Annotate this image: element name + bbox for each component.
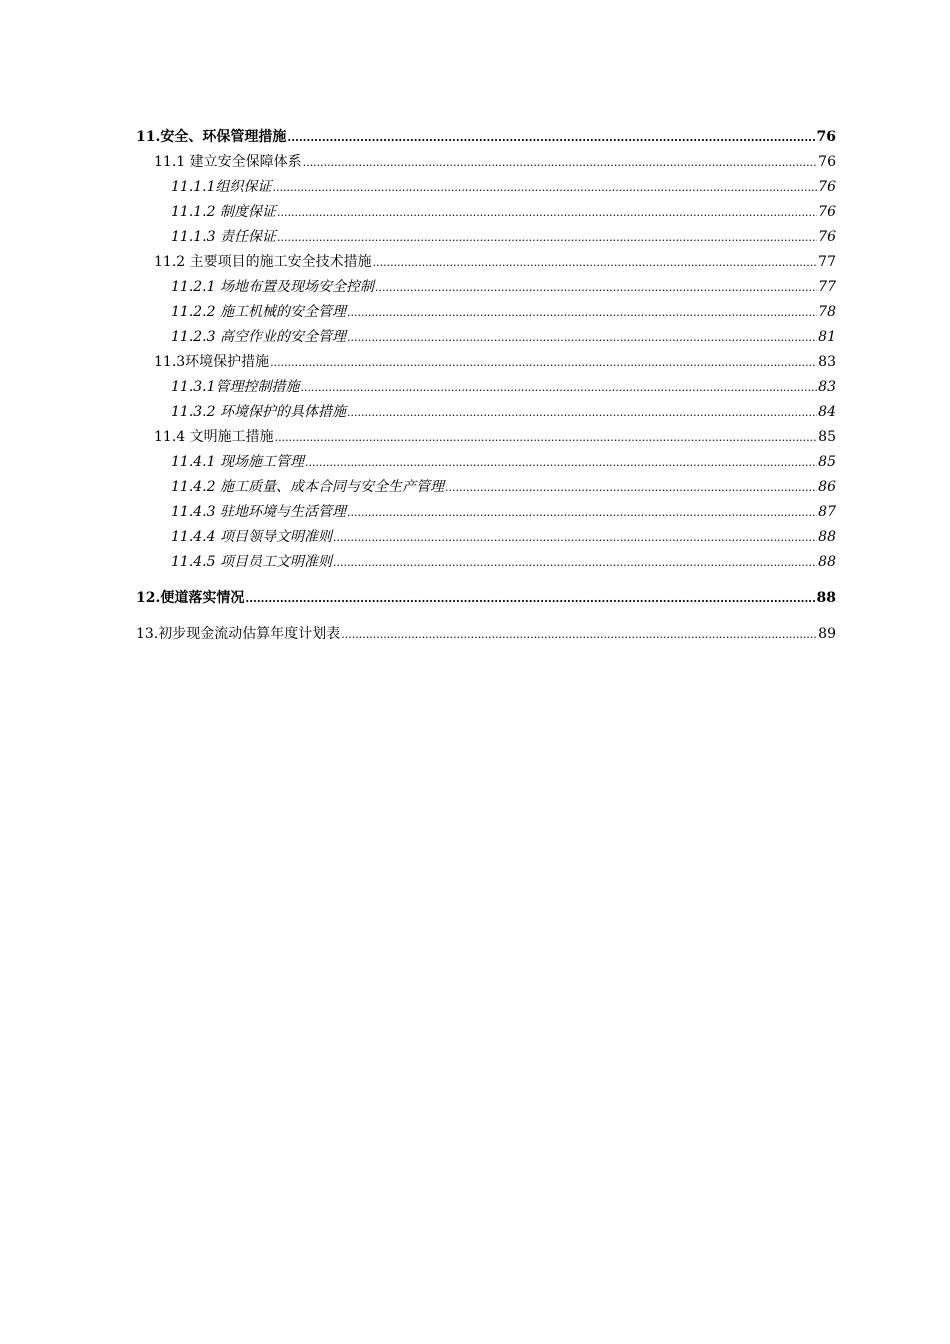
toc-entry-11-3[interactable] [136, 350, 836, 375]
toc-page-number: 85 [818, 454, 836, 470]
toc-entry-title: 11.2.3 高空作业的安全管理 [171, 329, 346, 345]
toc-dot-leader [347, 325, 817, 350]
toc-entry-title: 11.2.2 施工机械的安全管理 [171, 304, 346, 320]
toc-entry-11-1-1[interactable] [136, 175, 836, 200]
toc-entry-title: 11.1.2 制度保证 [171, 204, 276, 220]
toc-page-number: 77 [818, 254, 836, 270]
toc-page-number: 84 [818, 404, 836, 420]
toc-entry-title: 13.初步现金流动估算年度计划表 [136, 626, 341, 642]
toc-entry-title: 11.4.4 项目领导文明准则 [171, 529, 332, 545]
toc-page-number: 76 [818, 229, 836, 245]
toc-entry-11-1[interactable] [136, 150, 836, 175]
toc-entry-title: 11.4.2 施工质量、成本合同与安全生产管理 [171, 479, 444, 495]
toc-entry-11[interactable] [136, 124, 836, 150]
toc-entry-11-1-2[interactable] [136, 200, 836, 225]
toc-page-number: 83 [818, 354, 836, 370]
toc-dot-leader [341, 621, 817, 648]
toc-dot-leader [270, 350, 817, 375]
toc-entry-11-4-4[interactable] [136, 525, 836, 550]
toc-entry-title: 11.4 文明施工措施 [154, 429, 274, 445]
toc-dot-leader [273, 175, 818, 200]
toc-dot-leader [277, 200, 817, 225]
toc-entry-11-4-3[interactable] [136, 500, 836, 525]
toc-entry-title: 11.1 建立安全保障体系 [154, 154, 302, 170]
table-of-contents [136, 124, 836, 647]
toc-page-number: 83 [818, 379, 836, 395]
toc-entry-11-4[interactable] [136, 425, 836, 450]
toc-entry-11-4-5[interactable] [136, 550, 836, 575]
toc-dot-leader [347, 300, 817, 325]
toc-entry-title: 11.3.2 环境保护的具体措施 [171, 404, 346, 420]
toc-entry-title: 11.1.3 责任保证 [171, 229, 276, 245]
toc-dot-leader [333, 550, 817, 575]
toc-entry-title: 11.2.1 场地布置及现场安全控制 [171, 279, 374, 295]
toc-page-number: 88 [818, 554, 836, 570]
toc-entry-title: 11.3.1管理控制措施 [171, 379, 300, 395]
toc-page-number: 88 [816, 590, 836, 606]
toc-dot-leader [373, 250, 818, 275]
toc-entry-title: 11.安全、环保管理措施 [136, 129, 287, 145]
toc-entry-11-2-1[interactable] [136, 275, 836, 300]
toc-entry-title: 11.4.5 项目员工文明准则 [171, 554, 332, 570]
toc-entry-title: 11.2 主要项目的施工安全技术措施 [154, 254, 372, 270]
toc-dot-leader [445, 475, 817, 500]
toc-page-number: 87 [818, 504, 836, 520]
toc-dot-leader [245, 585, 815, 612]
toc-dot-leader [305, 450, 817, 475]
toc-entry-12[interactable] [136, 585, 836, 611]
toc-entry-title: 11.3环境保护措施 [154, 354, 270, 370]
toc-dot-leader [303, 150, 818, 175]
toc-entry-11-3-1[interactable] [136, 375, 836, 400]
toc-page-number: 76 [818, 179, 836, 195]
toc-page-number: 76 [818, 154, 836, 170]
toc-page-number: 89 [818, 626, 836, 642]
toc-entry-11-2[interactable] [136, 250, 836, 275]
toc-page-number: 85 [818, 429, 836, 445]
toc-page-number: 88 [818, 529, 836, 545]
toc-dot-leader [333, 525, 817, 550]
toc-dot-leader [347, 400, 817, 425]
toc-entry-11-1-3[interactable] [136, 225, 836, 250]
toc-entry-11-3-2[interactable] [136, 400, 836, 425]
toc-entry-11-4-1[interactable] [136, 450, 836, 475]
toc-dot-leader [375, 275, 817, 300]
toc-entry-11-4-2[interactable] [136, 475, 836, 500]
toc-dot-leader [275, 425, 818, 450]
toc-dot-leader [301, 375, 818, 400]
toc-entry-title: 12.便道落实情况 [136, 590, 245, 606]
toc-page-number: 78 [818, 304, 836, 320]
toc-dot-leader [287, 124, 815, 151]
toc-page-number: 76 [816, 129, 836, 145]
toc-entry-11-2-3[interactable] [136, 325, 836, 350]
toc-page-number: 76 [818, 204, 836, 220]
toc-dot-leader [347, 500, 817, 525]
toc-page-number: 81 [818, 329, 836, 345]
toc-entry-title: 11.4.3 驻地环境与生活管理 [171, 504, 346, 520]
toc-entry-title: 11.4.1 现场施工管理 [171, 454, 304, 470]
toc-dot-leader [277, 225, 817, 250]
toc-page-number: 86 [818, 479, 836, 495]
toc-entry-13[interactable] [136, 621, 836, 647]
toc-entry-11-2-2[interactable] [136, 300, 836, 325]
toc-entry-title: 11.1.1组织保证 [171, 179, 272, 195]
toc-page-number: 77 [818, 279, 836, 295]
